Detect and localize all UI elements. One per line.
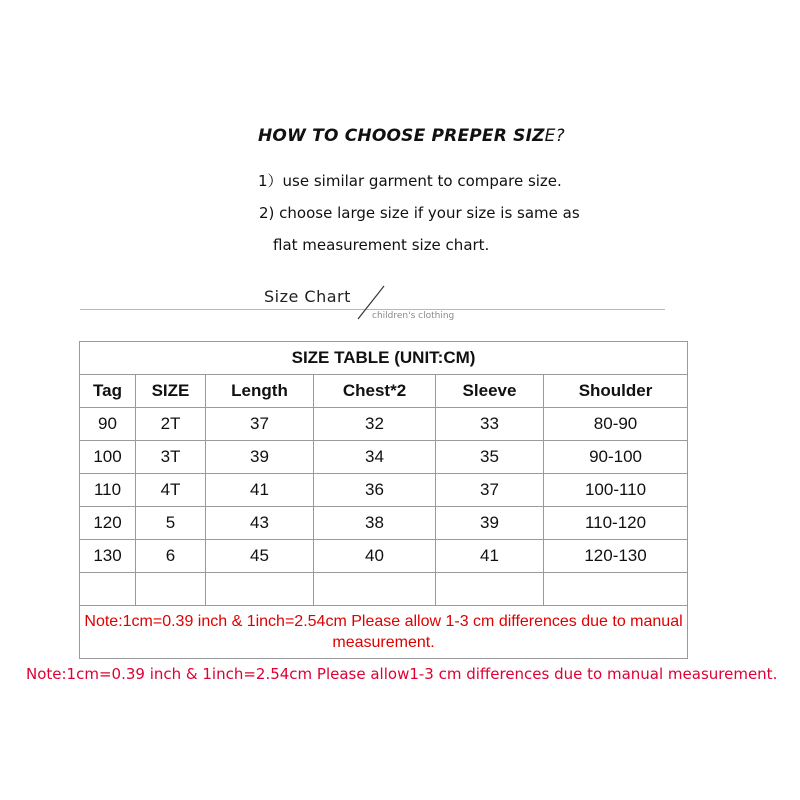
table-row [80, 507, 688, 540]
size-chart-label: Size Chart [264, 287, 351, 306]
table-cell-empty [80, 573, 136, 606]
table-cell: 39 [436, 507, 544, 540]
table-cell-empty [206, 573, 314, 606]
table-row-empty [80, 573, 688, 606]
table-cell-empty [314, 573, 436, 606]
table-cell: 120-130 [544, 540, 688, 573]
table-cell: 41 [436, 540, 544, 573]
bottom-note: Note:1cm=0.39 inch & 1inch=2.54cm Please allow1-3 cm differences due to manual measurement. [26, 665, 778, 683]
size-table-body [80, 408, 688, 606]
tip-compare-garment: 1）use similar garment to compare size. [258, 172, 562, 190]
table-cell: 100 [80, 441, 136, 474]
size-table [79, 341, 688, 659]
heading-tail: E? [544, 126, 565, 146]
table-cell: 130 [80, 540, 136, 573]
table-cell-empty [136, 573, 206, 606]
table-cell-empty [544, 573, 688, 606]
table-cell: 4T [136, 474, 206, 507]
table-cell: 40 [314, 540, 436, 573]
table-cell: 35 [436, 441, 544, 474]
table-cell: 80-90 [544, 408, 688, 441]
table-cell: 38 [314, 507, 436, 540]
table-cell: 110-120 [544, 507, 688, 540]
table-cell: 34 [314, 441, 436, 474]
page-heading [258, 126, 565, 146]
column-header: SIZE [136, 375, 206, 408]
table-row [80, 474, 688, 507]
table-cell: 33 [436, 408, 544, 441]
column-header: Chest*2 [314, 375, 436, 408]
table-row [80, 441, 688, 474]
table-cell: 2T [136, 408, 206, 441]
table-row [80, 540, 688, 573]
column-header: Sleeve [436, 375, 544, 408]
table-cell: 32 [314, 408, 436, 441]
table-cell: 36 [314, 474, 436, 507]
tip-choose-large: 2) choose large size if your size is same as [259, 204, 580, 222]
table-cell: 43 [206, 507, 314, 540]
table-cell: 110 [80, 474, 136, 507]
table-cell: 39 [206, 441, 314, 474]
size-table-note: Note:1cm=0.39 inch & 1inch=2.54cm Please allow 1-3 cm differences due to manual measurement. [80, 606, 688, 659]
table-cell: 90 [80, 408, 136, 441]
table-cell: 6 [136, 540, 206, 573]
table-row [80, 408, 688, 441]
column-header: Tag [80, 375, 136, 408]
table-cell: 90-100 [544, 441, 688, 474]
table-cell: 45 [206, 540, 314, 573]
column-header: Length [206, 375, 314, 408]
table-cell: 3T [136, 441, 206, 474]
table-cell: 37 [206, 408, 314, 441]
table-cell: 100-110 [544, 474, 688, 507]
table-cell: 41 [206, 474, 314, 507]
table-cell: 120 [80, 507, 136, 540]
column-header: Shoulder [544, 375, 688, 408]
size-chart-sublabel: children's clothing [372, 311, 455, 321]
table-cell: 5 [136, 507, 206, 540]
table-cell: 37 [436, 474, 544, 507]
size-table-header-row [80, 375, 688, 408]
heading-main: HOW TO CHOOSE PREPER SIZ [258, 126, 545, 146]
size-table-caption: SIZE TABLE (UNIT:CM) [80, 342, 688, 375]
table-cell-empty [436, 573, 544, 606]
tip-flat-measurement: flat measurement size chart. [273, 236, 490, 254]
